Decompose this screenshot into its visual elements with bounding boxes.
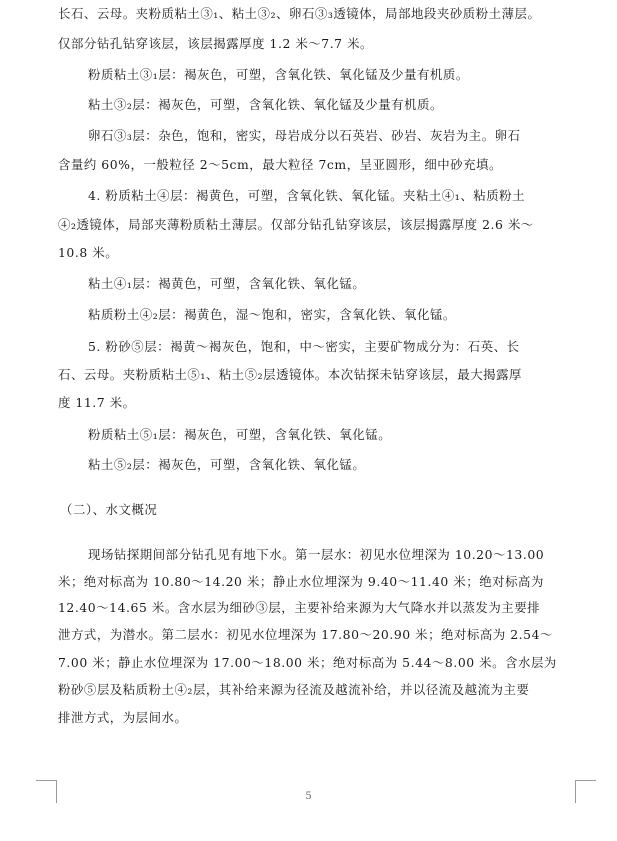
text-line: 粉质粘土③₁层：褐灰色，可塑，含氧化铁、氧化锰及少量有机质。 (88, 67, 469, 82)
text-line: 粘土⑤₂层：褐灰色，可塑，含氧化铁、氧化锰。 (88, 457, 366, 472)
text-line: 粘土③₂层：褐灰色，可塑，含氧化铁、氧化锰及少量有机质。 (88, 97, 443, 112)
text-line: 含量约 60%，一般粒径 2～5cm，最大粒径 7cm，呈亚圆形，细中砂充填。 (58, 157, 502, 172)
text-line: 12.40～14.65 米。含水层为细砂③层，主要补给来源为大气降水并以蒸发为主要排 (58, 600, 541, 615)
text-line: 度 11.7 米。 (58, 395, 136, 410)
text-line: 粘质粉土④₂层：褐黄色，湿～饱和，密实，含氧化铁、氧化锰。 (88, 307, 456, 322)
text-line: 米；绝对标高为 10.80～14.20 米；静止水位埋深为 9.40～11.40 米；绝对标高为 (58, 574, 544, 589)
text-line: 5. 粉砂⑤层：褐黄～褐灰色，饱和，中～密实，主要矿物成分为：石英、长 (88, 339, 520, 354)
text-line: 卵石③₃层：杂色，饱和，密实，母岩成分以石英岩、砂岩、灰岩为主。卵石 (88, 128, 521, 143)
text-line: 粉质粘土⑤₁层：褐灰色，可塑，含氧化铁、氧化锰。 (88, 427, 392, 442)
page-number: 5 (305, 791, 312, 802)
text-line: 10.8 米。 (58, 245, 119, 260)
text-line: 石、云母。夹粉质粘土⑤₁、粘土⑤₂层透镜体。本次钻探未钻穿该层，最大揭露厚 (58, 367, 522, 382)
text-line: 7.00 米；静止水位埋深为 17.00～18.00 米；绝对标高为 5.44～8.00 米。含水层为 (58, 655, 557, 670)
text-line: 粉砂⑤层及粘质粉土④₂层，其补给来源为径流及越流补给，并以径流及越流为主要 (58, 682, 530, 697)
text-line: 现场钻探期间部分钻孔见有地下水。第一层水：初见水位埋深为 10.20～13.00 (88, 547, 545, 562)
text-line: 长石、云母。夹粉质粘土③₁、粘土③₂、卵石③₃透镜体，局部地段夹砂质粉土薄层。 (58, 6, 541, 21)
text-line: 泄方式，为潜水。第二层水：初见水位埋深为 17.80～20.90 米；绝对标高为 2.54～ (58, 627, 553, 642)
text-line: 排泄方式，为层间水。 (58, 710, 188, 725)
text-line: ④₂透镜体，局部夹薄粉质粘土薄层。仅部分钻孔钻穿该层，该层揭露厚度 2.6 米～ (58, 217, 534, 232)
text-line: 粘土④₁层：褐黄色，可塑，含氧化铁、氧化锰。 (88, 276, 366, 291)
text-line: 仅部分钻孔钻穿该层，该层揭露厚度 1.2 米～7.7 米。 (58, 36, 373, 51)
section-heading: （二）、水文概况 (60, 502, 158, 517)
text-line: 4. 粉质粘土④层：褐黄色，可塑，含氧化铁、氧化锰。夹粘土④₁、粘质粉土 (88, 188, 526, 203)
